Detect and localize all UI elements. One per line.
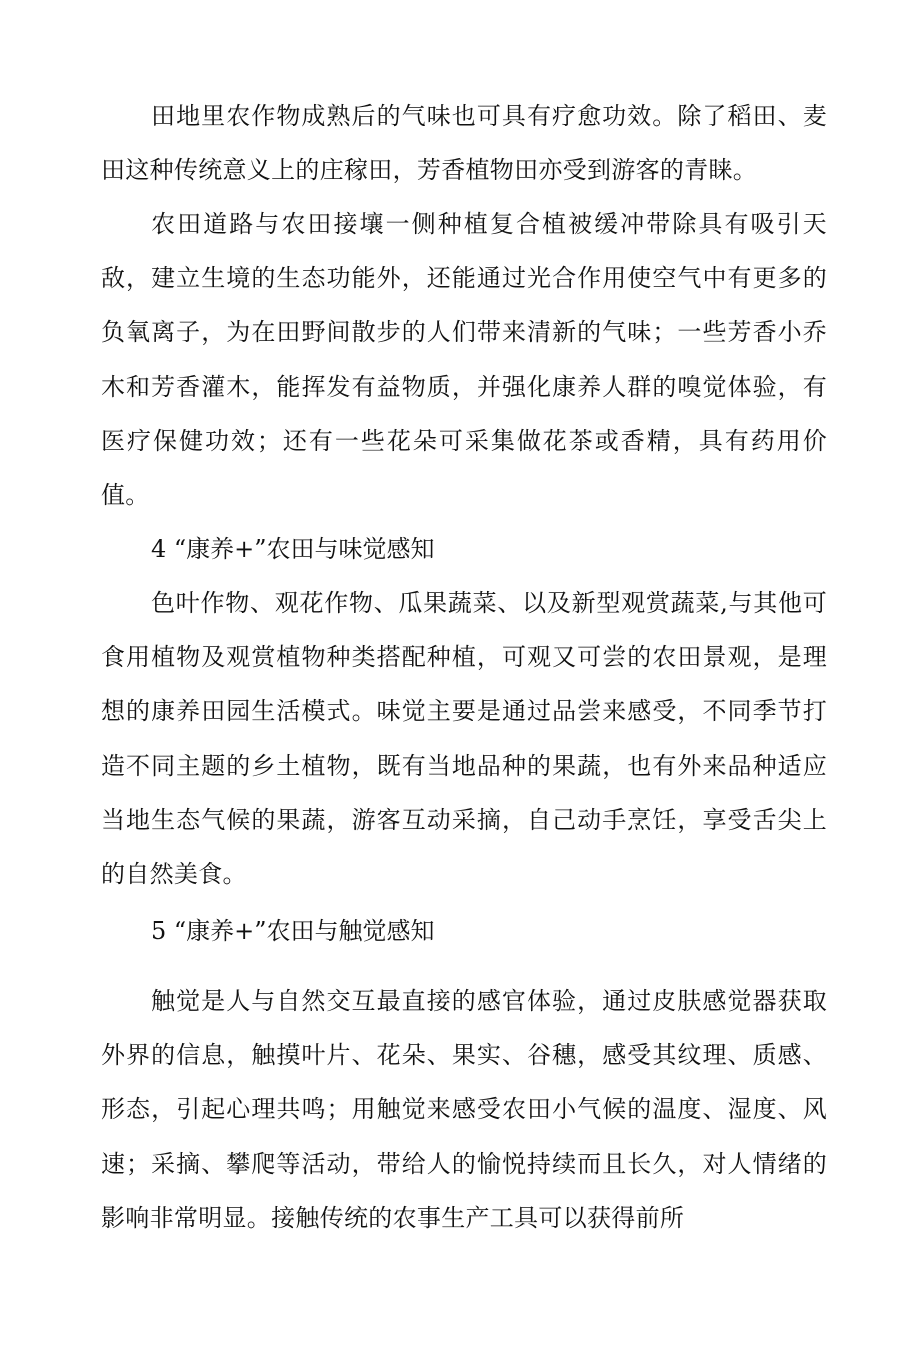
paragraph-taste: 色叶作物、观花作物、瓜果蔬菜、以及新型观赏蔬菜,与其他可食用植物及观赏植物种类搭配种植，可观又可尝的农田景观，是理想的康养田园生活模式。味觉主要是通过品尝来感受，不同季节打造不同主题的乡土植物，既有当地品种的果蔬，也有外来品种适应当地生态气候的果蔬，游客互动采摘，自己动手烹饪，享受舌尖上的自然美食。 <box>101 589 827 889</box>
paragraph-field-scent: 田地里农作物成熟后的气味也可具有疗愈功效。除了稻田、麦田这种传统意义上的庄稼田，芳香植物田亦受到游客的青睐。 <box>101 102 827 185</box>
paragraph-buffer-strip: 农田道路与农田接壤一侧种植复合植被缓冲带除具有吸引天敌，建立生境的生态功能外，还能通过光合作用使空气中有更多的负氧离子，为在田野间散步的人们带来清新的气味；一些芳香小乔木和芳香灌木，能挥发有益物质，并强化康养人群的嗅觉体验，有医疗保健功效；还有一些花朵可采集做花茶或香精，具有药用价值。 <box>101 210 827 510</box>
section-heading-touch: 5 “康养+”农田与触觉感知 <box>151 917 435 945</box>
section-heading-taste: 4 “康养+”农田与味觉感知 <box>151 535 435 563</box>
paragraph-touch: 触觉是人与自然交互最直接的感官体验，通过皮肤感觉器获取外界的信息，触摸叶片、花朵、果实、谷穗，感受其纹理、质感、形态，引起心理共鸣；用触觉来感受农田小气候的温度、湿度、风速；采摘、攀爬等活动，带给人的愉悦持续而且长久，对人情绪的影响非常明显。接触传统的农事生产工具可以获得前所 <box>101 987 827 1232</box>
